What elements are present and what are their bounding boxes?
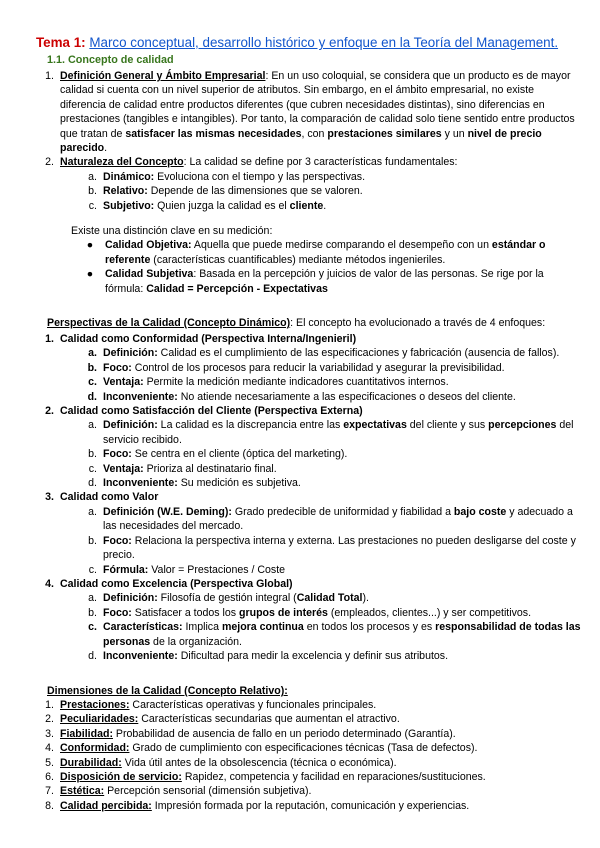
- perspective-title: Calidad como Excelencia (Perspectiva Global): [60, 577, 293, 590]
- item-text: : La calidad se define por 3 características fundamentales:: [183, 156, 458, 169]
- document-title: [36, 34, 558, 51]
- dimension-term: Prestaciones:: [60, 699, 130, 711]
- item-text: .: [104, 142, 108, 155]
- sublist-item: [83, 170, 581, 184]
- item-text: : En un uso coloquial, se considera que un producto es de mayor calidad si cuenta con un nivel superior de atributos. Sin embargo, en el ámbito empresarial, no existe diferencia de calidad entre productos diferentes (que cubren necesidades distintas), sino diferencias en prestaciones (tangibles e intangibles). Por tanto, la comparación de calidad solo tiene sentido entre productos que tratan de: [60, 70, 575, 140]
- term: Fórmula:: [103, 563, 149, 576]
- item-text: Características operativas y funcionales principales.: [129, 699, 377, 711]
- term: Ventaja:: [103, 376, 144, 389]
- bullet-item: [83, 238, 581, 267]
- term: Definición:: [103, 347, 158, 360]
- item-text: : Basada en la percepción y juicios de valor de las personas. Se rige por la fórmula:: [105, 268, 544, 295]
- perspective-title: Calidad como Satisfacción del Cliente (Perspectiva Externa): [60, 405, 363, 418]
- sublist-item: [83, 591, 581, 605]
- item-text: Grado predecible de uniformidad y fiabilidad a: [231, 505, 454, 518]
- term: Calidad Objetiva:: [105, 239, 192, 252]
- term: Definición:: [103, 419, 158, 432]
- item-text: .: [323, 199, 327, 212]
- sublist-item: [83, 375, 581, 389]
- item-text: Probabilidad de ausencia de fallo en un periodo determinado (Garantía).: [112, 727, 456, 740]
- perspective-title: Calidad como Valor: [60, 491, 159, 504]
- list-item: [36, 784, 581, 798]
- list-number: 4.: [45, 577, 54, 590]
- item-text: La calidad es la discrepancia entre las: [157, 419, 344, 432]
- item-text: Rapidez, competencia y facilidad en reparaciones/sustituciones.: [181, 771, 486, 784]
- sublist-letter: a.: [88, 592, 97, 605]
- sublist-item: [83, 606, 581, 620]
- sublist: [36, 418, 581, 490]
- sublist-item: [83, 462, 581, 476]
- bullet-item: [83, 267, 581, 296]
- item-text: Evoluciona con el tiempo y las perspectivas.: [154, 170, 366, 183]
- list-item: [36, 404, 581, 418]
- list-number: 8.: [45, 799, 54, 812]
- section-heading: Dimensiones de la Calidad (Concepto Relativo):: [47, 685, 288, 697]
- subsection-heading: 1.1. Concepto de calidad: [47, 54, 174, 66]
- bold-text: bajo coste: [453, 505, 507, 518]
- sublist-letter: d.: [88, 649, 97, 662]
- dimension-term: Estética:: [60, 785, 105, 798]
- item-text: Satisfacer a todos los: [131, 606, 240, 619]
- item-text: de la organización.: [150, 635, 242, 648]
- list-number: 2.: [45, 156, 54, 169]
- item-text: Calidad es el cumplimiento de las especificaciones y fabricación (ausencia de fallos).: [157, 347, 560, 360]
- list-number: 4.: [45, 742, 54, 755]
- term: Definición:: [103, 592, 158, 605]
- list-number: 7.: [45, 785, 54, 798]
- bold-text: grupos de interés: [239, 606, 328, 619]
- list-item: [36, 155, 581, 169]
- sublist-item: [83, 418, 581, 447]
- sublist-letter: d.: [87, 390, 97, 403]
- item-text: Percepción sensorial (dimensión subjetiva).: [104, 785, 312, 798]
- item-text: Control de los procesos para reducir la variabilidad y asegurar la previsibilidad.: [131, 361, 505, 374]
- item-text: Relaciona la perspectiva interna y externa. Las prestaciones no pueden desligarse del coste y precio.: [103, 534, 576, 562]
- item-text: Implica: [182, 621, 222, 634]
- list-item: [36, 490, 581, 504]
- sublist-item: [83, 346, 581, 360]
- item-text: Impresión formada por la reputación, comunicación y experiencias.: [151, 799, 470, 812]
- item-text: Grado de cumplimiento con especificaciones técnicas (Tasa de defectos).: [129, 742, 478, 755]
- sublist-item: [83, 447, 581, 461]
- item-text: del servicio recibido.: [103, 419, 574, 446]
- list-number: 5.: [45, 756, 54, 769]
- title-text: Marco conceptual, desarrollo histórico y enfoque en la Teoría del Management.: [89, 35, 559, 50]
- item-text: en todos los procesos y es: [303, 621, 436, 634]
- term: Ventaja:: [103, 462, 144, 475]
- perspectives-list: [36, 332, 581, 663]
- dimension-term: Fiabilidad:: [60, 727, 113, 740]
- bold-text: estándar o referente: [105, 239, 546, 266]
- list-number: 1.: [45, 699, 54, 711]
- item-text: Valor = Prestaciones / Coste: [148, 563, 286, 576]
- sublist: [36, 591, 581, 663]
- bold-text: Calidad Total: [296, 592, 363, 605]
- bullet-icon: ●: [86, 239, 94, 252]
- item-text: Dificultad para medir la excelencia y definir sus atributos.: [177, 649, 449, 662]
- item-text: Se centra en el cliente (óptica del marketing).: [131, 448, 348, 461]
- sublist: [36, 170, 581, 213]
- bold-text: Calidad = Percepción - Expectativas: [146, 282, 328, 295]
- sublist-letter: b.: [88, 606, 97, 619]
- sublist-letter: b.: [87, 361, 97, 374]
- dimensions-list: [36, 698, 581, 813]
- term: Dinámico:: [103, 170, 155, 183]
- sublist-letter: c.: [88, 462, 97, 475]
- bold-text: expectativas: [343, 419, 407, 432]
- term: Relativo:: [103, 185, 148, 198]
- sublist-letter: b.: [88, 448, 97, 461]
- sublist-item: [83, 184, 581, 198]
- bold-text: nivel de precio parecido: [60, 127, 542, 155]
- item-text: Filosofía de gestión integral (: [157, 592, 297, 605]
- term: Definición (W.E. Deming):: [103, 505, 232, 518]
- list-item: [36, 770, 581, 784]
- sublist-letter: d.: [88, 477, 97, 490]
- item-text: Su medición es subjetiva.: [177, 477, 301, 490]
- sublist-letter: a.: [88, 505, 97, 518]
- term: Foco:: [103, 534, 132, 547]
- item-text: y adecuado a las necesidades del mercado.: [103, 505, 573, 533]
- section-heading: Perspectivas de la Calidad (Concepto Dinámico): [47, 317, 291, 329]
- list-item: [36, 577, 581, 591]
- item-text: (empleados, clientes...) y ser competitivos.: [327, 606, 532, 619]
- item-text: No atiende necesariamente a las especificaciones o deseos del cliente.: [177, 390, 516, 403]
- sublist-item: [83, 534, 581, 563]
- sublist-item: [83, 620, 581, 649]
- list-item: [36, 741, 581, 755]
- list-number: 6.: [45, 771, 54, 784]
- sublist: [36, 346, 581, 404]
- dimension-term: Durabilidad:: [60, 756, 122, 769]
- sublist-letter: b.: [88, 185, 97, 198]
- sublist-item: [83, 199, 581, 213]
- bullet-icon: ●: [86, 268, 94, 281]
- term: Foco:: [103, 448, 132, 461]
- list-number: 3.: [45, 491, 54, 504]
- list-item: [36, 799, 581, 813]
- term: Inconveniente:: [103, 390, 178, 403]
- sublist-letter: c.: [88, 563, 97, 576]
- item-text: Vida útil antes de la obsolescencia (técnica o económica).: [121, 756, 397, 769]
- term: Inconveniente:: [103, 649, 178, 662]
- sublist-letter: c.: [88, 376, 97, 389]
- item-text: Aquella que puede medirse comparando el desempeño con un: [191, 239, 492, 252]
- sublist-item: [83, 563, 581, 577]
- dimension-term: Conformidad:: [60, 742, 130, 755]
- sublist-item: [83, 649, 581, 663]
- list-number: 1.: [45, 70, 54, 82]
- bullet-list: [36, 238, 581, 296]
- bold-text: responsabilidad de todas las personas: [103, 621, 581, 648]
- term: Definición General y Ámbito Empresarial: [60, 70, 266, 82]
- list-item: [36, 712, 581, 726]
- list-number: 2.: [45, 405, 54, 418]
- sublist-letter: c.: [88, 621, 97, 634]
- term: Características:: [103, 621, 183, 634]
- term: Foco:: [103, 606, 132, 619]
- title-label: Tema 1:: [36, 35, 86, 50]
- sublist-letter: a.: [88, 419, 97, 432]
- bold-text: prestaciones similares: [327, 127, 442, 140]
- item-text: del cliente y sus: [406, 419, 489, 432]
- perspective-title: Calidad como Conformidad (Perspectiva Interna/Ingenieril): [60, 333, 357, 345]
- dimension-term: Disposición de servicio:: [60, 771, 182, 784]
- list-item: [36, 332, 581, 346]
- item-text: Prioriza al destinatario final.: [143, 462, 277, 475]
- dimension-term: Calidad percibida:: [60, 799, 152, 812]
- sublist-letter: c.: [88, 199, 97, 212]
- list-item: [36, 756, 581, 770]
- item-text: , con: [301, 127, 328, 140]
- sublist-letter: a.: [88, 347, 97, 360]
- section-intro: : El concepto ha evolucionado a través de 4 enfoques:: [290, 317, 546, 329]
- dimension-term: Peculiaridades:: [60, 713, 139, 726]
- sublist-letter: b.: [88, 534, 97, 547]
- concept-list: [36, 69, 581, 296]
- list-item: [36, 69, 581, 155]
- list-number: 2.: [45, 713, 54, 726]
- list-number: 1.: [45, 333, 54, 345]
- sublist-item: [83, 390, 581, 404]
- term: Calidad Subjetiva: [105, 268, 194, 281]
- item-text: (características cuantificables) mediante métodos ingenieriles.: [150, 253, 446, 266]
- sublist-letter: a.: [88, 170, 97, 183]
- term: Naturaleza del Concepto: [60, 156, 184, 169]
- bold-text: percepciones: [488, 419, 557, 432]
- item-text: ).: [362, 592, 369, 605]
- bold-text: satisfacer las mismas necesidades: [125, 127, 302, 140]
- list-number: 3.: [45, 727, 54, 740]
- list-item: [36, 727, 581, 741]
- item-text: y un: [441, 127, 468, 140]
- term: cliente: [289, 199, 324, 212]
- sublist-item: [83, 361, 581, 375]
- bold-text: mejora continua: [221, 621, 304, 634]
- item-text: Quien juzga la calidad es el: [154, 199, 290, 212]
- sublist-item: [83, 505, 581, 534]
- sublist-item: [83, 476, 581, 490]
- term: Foco:: [103, 361, 132, 374]
- item-text: Características secundarias que aumentan el atractivo.: [138, 713, 400, 726]
- list-item: [36, 698, 581, 712]
- term: Subjetivo:: [103, 199, 155, 212]
- perspectives-heading: [47, 316, 587, 330]
- dimensions-heading: [47, 684, 288, 698]
- item-text: Permite la medición mediante indicadores cuantitativos internos.: [143, 376, 449, 389]
- item-text: Depende de las dimensiones que se valoren.: [147, 185, 363, 198]
- term: Inconveniente:: [103, 477, 178, 490]
- sublist: [36, 505, 581, 577]
- distinction-intro: Existe una distinción clave en su medición:: [71, 225, 273, 238]
